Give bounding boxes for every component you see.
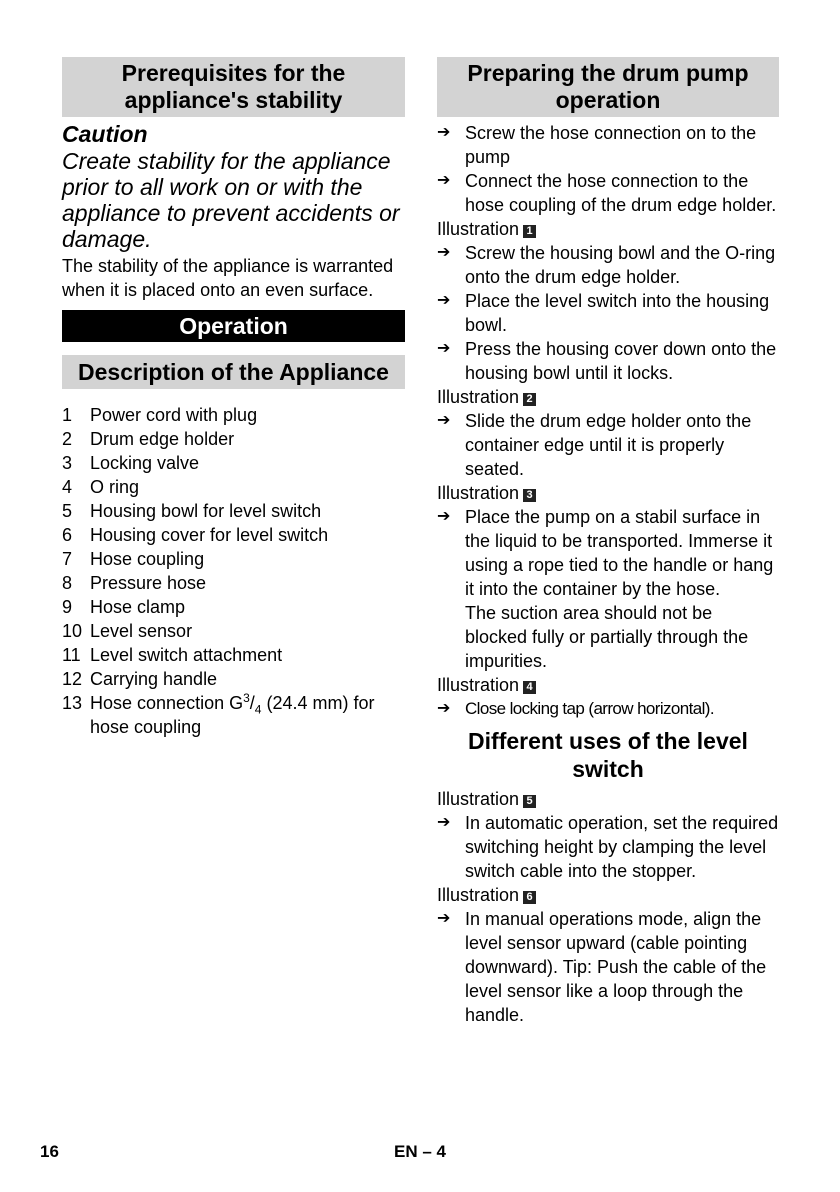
item-number: 13: [62, 693, 83, 713]
item-text: Carrying handle: [90, 669, 218, 689]
description-heading: Description of the Appliance: [62, 355, 405, 389]
arrow-right-icon: ➔: [437, 292, 451, 309]
illustration-ref: [437, 883, 779, 907]
drum-pump-heading: Preparing the drum pump operation: [437, 57, 779, 117]
illustration-ref: [437, 481, 779, 505]
step-text: Screw the hose connection on to the pump: [465, 123, 757, 167]
step-item: [437, 907, 779, 1027]
item-number: 11: [62, 645, 81, 665]
illustration-ref: [437, 787, 779, 811]
list-item: [62, 643, 405, 667]
item-number: 6: [62, 525, 73, 545]
operation-heading: Operation: [62, 310, 405, 342]
illustration-ref: [437, 217, 779, 241]
arrow-right-icon: ➔: [437, 124, 451, 141]
item-number: 7: [62, 549, 73, 569]
arrow-right-icon: ➔: [437, 700, 450, 717]
illustration-label: Illustration: [437, 483, 520, 503]
item-text: Pressure hose: [90, 573, 207, 593]
list-item: [62, 595, 405, 619]
item-text: Level sensor: [90, 621, 193, 641]
list-item: [62, 403, 405, 427]
step-item: [437, 241, 779, 289]
item-text: Housing cover for level switch: [90, 525, 329, 545]
item-number: 4: [62, 477, 73, 497]
parts-list: [62, 403, 405, 739]
arrow-right-icon: ➔: [437, 340, 451, 357]
arrow-right-icon: ➔: [437, 814, 451, 831]
illustration-number: 2: [523, 393, 536, 406]
step-text: Press the housing cover down onto the housing bowl until it locks.: [465, 339, 777, 383]
list-item: [62, 499, 405, 523]
illustration-number: 1: [523, 225, 536, 238]
illustration-ref: [437, 385, 779, 409]
item-number: 9: [62, 597, 73, 617]
illustration-label: Illustration: [437, 789, 520, 809]
step-item: [437, 289, 779, 337]
step-text: Slide the drum edge holder onto the container edge until it is properly seated.: [465, 411, 752, 479]
step-text: In automatic operation, set the required switching height by clamping the level switch cable into the stopper.: [465, 813, 779, 881]
illustration-number: 4: [523, 681, 536, 694]
item-text-pre: Hose connection G: [90, 693, 244, 713]
step-text: Place the pump on a stabil surface in the liquid to be transported. Immerse it using a rope tied to the handle or hang it into the container by the hose.: [465, 507, 774, 599]
item-text-sub: 4: [254, 702, 262, 717]
illustration-label: Illustration: [437, 387, 520, 407]
illustration-label: Illustration: [437, 219, 520, 239]
right-column: [437, 57, 779, 1027]
step-item: [437, 169, 779, 217]
illustration-label: Illustration: [437, 885, 520, 905]
item-text-sup: 3: [243, 691, 250, 705]
illustration-number: 5: [523, 795, 536, 808]
list-item: [62, 451, 405, 475]
caution-text: Create stability for the appliance prior to all work on or with the appliance to prevent accidents or damage.: [62, 148, 400, 252]
list-item: [62, 619, 405, 643]
item-text: Drum edge holder: [90, 429, 235, 449]
list-item: [62, 667, 405, 691]
item-number: 1: [62, 405, 73, 425]
step-text: Connect the hose connection to the hose coupling of the drum edge holder.: [465, 171, 777, 215]
level-switch-heading: Different uses of the level switch: [468, 728, 748, 782]
list-item: [62, 475, 405, 499]
arrow-right-icon: ➔: [437, 244, 451, 261]
illustration-label: Illustration: [437, 675, 520, 695]
step-item: [437, 409, 779, 481]
arrow-right-icon: ➔: [437, 412, 451, 429]
item-number: 2: [62, 429, 73, 449]
arrow-right-icon: ➔: [437, 172, 451, 189]
step-item: [437, 505, 779, 673]
item-number: 5: [62, 501, 73, 521]
arrow-right-icon: ➔: [437, 508, 451, 525]
step-text: Screw the housing bowl and the O-ring onto the drum edge holder.: [465, 243, 776, 287]
item-text-slash: /: [249, 693, 255, 713]
step-text: Close locking tap (arrow horizontal).: [465, 699, 714, 718]
arrow-right-icon: ➔: [437, 910, 451, 927]
illustration-ref: [437, 673, 779, 697]
stability-heading: Prerequisites for the appliance's stability: [62, 57, 405, 117]
list-item: [62, 547, 405, 571]
list-item: [62, 523, 405, 547]
item-text: Locking valve: [90, 453, 200, 473]
item-text: Power cord with plug: [90, 405, 258, 425]
item-text-post: (24.4 mm) for hose coupling: [90, 693, 375, 737]
step-item: [437, 121, 779, 169]
step-item: [437, 811, 779, 883]
item-text: Level switch attachment: [90, 645, 283, 665]
list-item: [62, 571, 405, 595]
step-text: Place the level switch into the housing bowl.: [465, 291, 770, 335]
item-text: O ring: [90, 477, 140, 497]
item-number: 10: [62, 621, 83, 641]
step-item: [437, 337, 779, 385]
caution-title: Caution: [62, 121, 148, 147]
list-item: [62, 427, 405, 451]
page-number: 16: [40, 1142, 59, 1161]
stability-text: The stability of the appliance is warranted when it is placed onto an even surface.: [62, 256, 394, 300]
item-text: Hose clamp: [90, 597, 186, 617]
illustration-number: 6: [523, 891, 536, 904]
step-note: The suction area should not be blocked fully or partially through the impurities.: [465, 603, 749, 671]
item-number: 8: [62, 573, 73, 593]
left-column: [62, 57, 405, 739]
page-reference: EN – 4: [394, 1142, 446, 1161]
step-text: In manual operations mode, align the level sensor upward (cable pointing downward). Tip: Push the cable of the level sensor like a loop through the handle.: [465, 909, 767, 1025]
illustration-number: 3: [523, 489, 536, 502]
item-number: 3: [62, 453, 73, 473]
item-number: 12: [62, 669, 83, 689]
step-item: [437, 697, 779, 721]
list-item: [62, 691, 405, 739]
item-text: Housing bowl for level switch: [90, 501, 322, 521]
item-text: Hose coupling: [90, 549, 205, 569]
